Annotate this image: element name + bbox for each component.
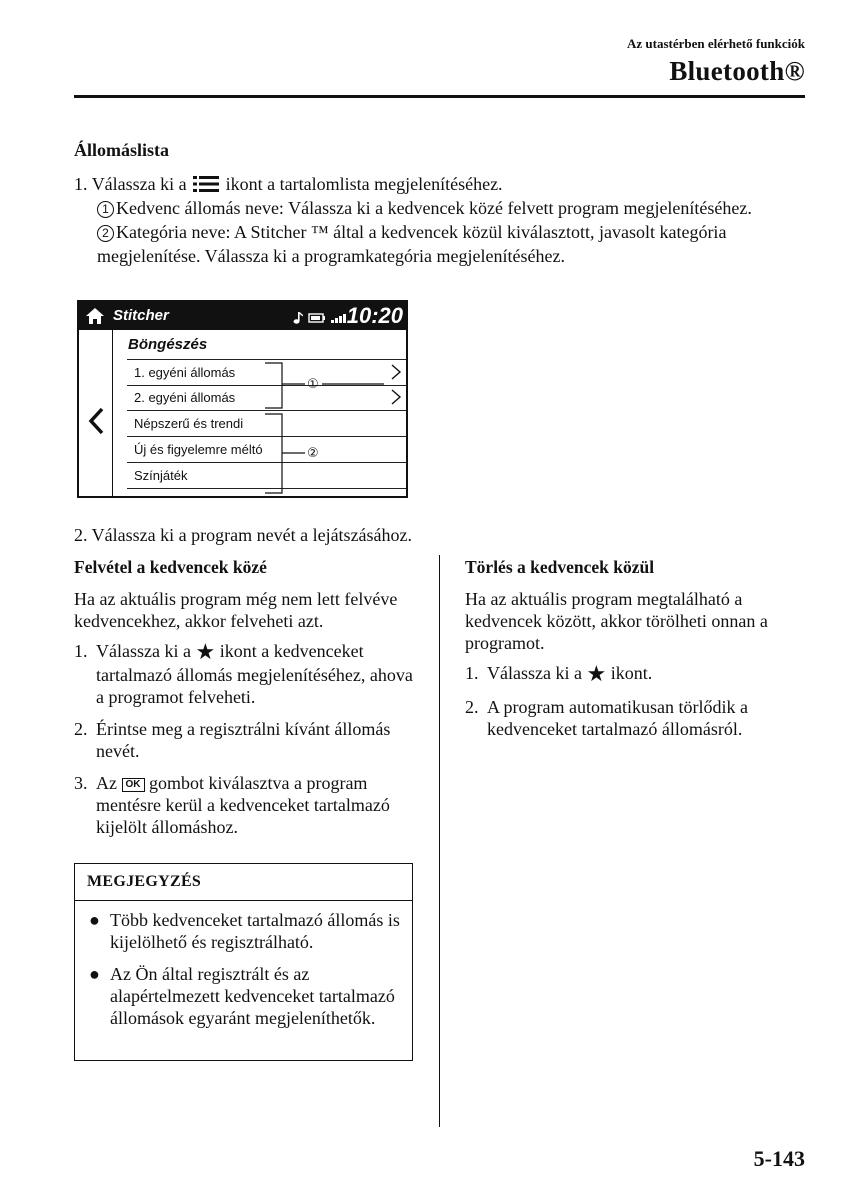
step-2: 2. Válassza ki a program nevét a lejátszásához. <box>74 525 413 545</box>
header-rule <box>74 95 805 98</box>
callout-1: ① <box>307 376 319 391</box>
step-1 <box>74 172 814 199</box>
note-2 <box>97 220 812 244</box>
list-item[interactable]: 1. egyéni állomás <box>134 365 236 380</box>
circled-number-1: 1 <box>97 201 114 218</box>
left-step-2: 2. Érintse meg a regisztrálni kívánt állomás nevét. <box>74 719 391 761</box>
step-text: ikont a tartalomlista megjelenítéséhez. <box>225 174 503 194</box>
note-2-cont: megjelenítése. Válassza ki a programkategória megjelenítéséhez. <box>97 246 565 266</box>
step-text: Válassza ki a <box>91 174 187 194</box>
screen-app-name: Stitcher <box>113 307 169 324</box>
stitcher-screen <box>77 300 408 498</box>
left-heading: Felvétel a kedvencek közé <box>74 557 267 577</box>
star-icon: ★ <box>586 662 607 687</box>
note-bullet: ● Az Ön által regisztrált és az alapértelmezett kedvenceket tartalmazó állomások egyaránt megjeleníthetők. <box>89 964 395 1028</box>
section-title: Állomáslista <box>74 140 170 160</box>
right-column <box>465 557 810 750</box>
note-1-text: Kedvenc állomás neve: Válassza ki a kedvencek közé felvett program megjelenítéséhez. <box>116 198 752 218</box>
circled-number-2: 2 <box>97 225 114 242</box>
left-intro: Ha az aktuális program még nem lett felvéve kedvencekhez, akkor felveheti azt. <box>74 589 398 631</box>
screen-clock: 10:20 <box>346 303 403 328</box>
screen-list-title: Böngészés <box>128 336 208 353</box>
callout-2: ② <box>307 445 319 460</box>
step-number: 1. <box>74 174 88 194</box>
left-column <box>74 557 414 848</box>
right-step-2: 2. A program automatikusan törlődik a kedvenceket tartalmazó állomásról. <box>465 697 748 739</box>
ok-button-icon: OK <box>122 778 145 792</box>
list-item[interactable]: Új és figyelemre méltó <box>134 442 263 457</box>
page-number: 5-143 <box>753 1146 805 1171</box>
star-icon: ★ <box>195 640 216 665</box>
note-title: MEGJEGYZÉS <box>75 864 412 901</box>
note-box <box>74 863 413 1061</box>
right-intro: Ha az aktuális program megtalálható a kedvencek között, akkor törölheti onnan a programot. <box>465 589 768 653</box>
note-2-text: Kategória neve: A Stitcher ™ által a kedvencek közül kiválasztott, javasolt kategória <box>116 222 727 242</box>
bracket-annotations <box>79 302 408 498</box>
note-1 <box>97 196 812 220</box>
right-step-1: 1. Válassza ki a ★ ikont. <box>465 662 653 687</box>
list-item[interactable]: Népszerű és trendi <box>134 416 244 431</box>
column-divider <box>439 555 440 1127</box>
note-bullet: ● Több kedvenceket tartalmazó állomás is kijelölhető és regisztrálható. <box>89 910 400 952</box>
page-title: Bluetooth® <box>669 56 805 86</box>
right-heading: Törlés a kedvencek közül <box>465 557 655 577</box>
list-item[interactable]: Színjáték <box>134 468 188 483</box>
header-subtitle: Az utastérben elérhető funkciók <box>626 36 805 51</box>
left-step-3: 3. Az OK gombot kiválasztva a program mentésre kerül a kedvenceket tartalmazó kijelölt állomáshoz. <box>74 773 390 837</box>
left-step-1: 1. Válassza ki a ★ ikont a kedvenceket tartalmazó állomás megjelenítéséhez, ahova a programot felveheti. <box>74 640 413 707</box>
list-item[interactable]: 2. egyéni állomás <box>134 390 236 405</box>
